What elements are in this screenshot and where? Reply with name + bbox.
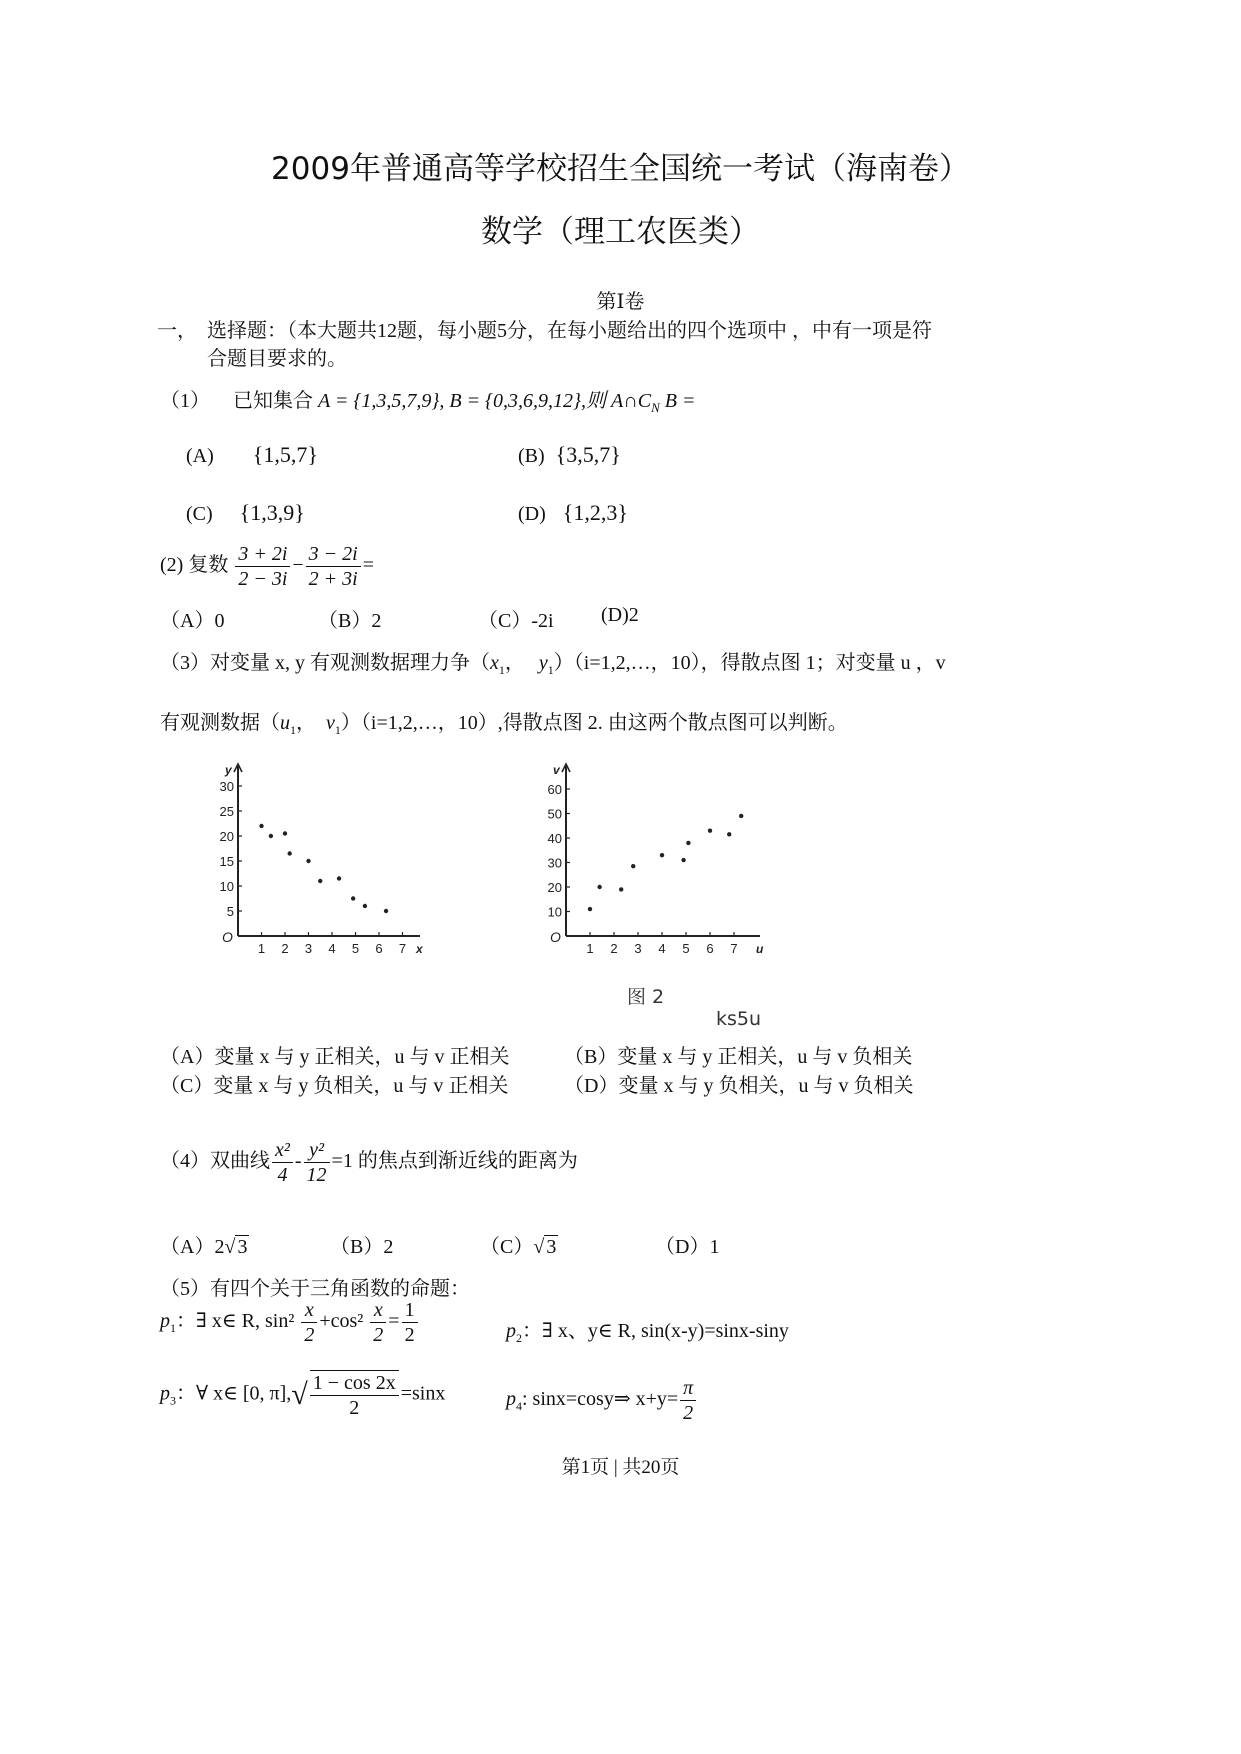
- x-tick-label: 4: [328, 941, 336, 956]
- data-point: [318, 879, 322, 883]
- x-tick-label: 1: [586, 941, 594, 956]
- q2-option-d: (D)2: [601, 604, 639, 626]
- data-point: [660, 853, 664, 857]
- q1-line: [160, 384, 695, 416]
- y-tick-label: 30: [219, 779, 234, 794]
- q2-option-c: （C）-2i: [478, 610, 554, 632]
- x-tick-label: 5: [351, 941, 360, 956]
- y-tick-label: 20: [547, 880, 562, 895]
- y-tick-label: 20: [219, 829, 234, 844]
- q1-stem: 已知集合: [233, 390, 313, 412]
- x-tick-label: 1: [257, 941, 266, 956]
- q3-option-a: （A）变量 x 与 y 正相关，u 与 v 正相关: [160, 1046, 510, 1068]
- q3-option-d: （D）变量 x 与 y 负相关，u 与 v 负相关: [564, 1075, 914, 1097]
- q2-line: (2) 复数 $\frac{3 + 2i}{2 - 3i}$ − $\frac{3 - 2i}{2 + 3i}$ =: [160, 543, 375, 590]
- q4-fraction-1: $\frac{\text{x²}}{4}$: [272, 1138, 293, 1187]
- q1-formula: A = {1,3,5,7,9}, B = {0,3,6,9,12},则 A∩C: [318, 390, 652, 412]
- data-point: [739, 814, 743, 818]
- data-point: [681, 858, 685, 862]
- q1-number: （1）: [160, 390, 210, 412]
- data-point: [619, 887, 623, 891]
- q4-option-b: （B）2: [330, 1236, 394, 1258]
- y-tick-label: 10: [219, 879, 234, 894]
- q2-option-a: （A）0: [160, 610, 225, 632]
- volume-label: 第Ⅰ卷: [596, 291, 645, 313]
- q1-formula-sub: N: [651, 400, 660, 415]
- y-tick-label: 25: [219, 804, 234, 819]
- data-point: [259, 824, 263, 828]
- data-point: [269, 834, 273, 838]
- watermark: ks5u: [716, 1008, 762, 1030]
- origin-label: O: [550, 929, 561, 945]
- q2-option-b: （B）2: [318, 610, 382, 632]
- scatter-plot-2: [538, 760, 768, 960]
- q4-option-d: （D）1: [655, 1236, 720, 1258]
- y-tick-label: 15: [219, 854, 234, 869]
- x-axis-label: u: [756, 942, 764, 956]
- q1-option-c: (C) {1,3,9}: [186, 500, 305, 525]
- x-tick-label: 6: [706, 941, 714, 956]
- x-tick-label: 4: [658, 941, 666, 956]
- figure-2-caption: 图 2: [627, 986, 665, 1008]
- x-tick-label: 2: [610, 941, 618, 956]
- q5-stem: （5）有四个关于三角函数的命题：: [160, 1278, 470, 1300]
- y-tick-label: 60: [547, 782, 562, 797]
- x-tick-label: 2: [281, 941, 289, 956]
- data-point: [686, 841, 690, 845]
- y-tick-label: 5: [226, 904, 234, 919]
- origin-label: O: [222, 929, 233, 945]
- scatter-plot-1: [214, 760, 424, 960]
- data-point: [283, 831, 287, 835]
- q4-fraction-2: $\frac{\text{y²}}{12}$: [304, 1138, 330, 1187]
- y-tick-label: 50: [547, 806, 562, 822]
- data-point: [306, 859, 310, 863]
- page-subtitle: 数学（理工农医类）: [481, 214, 760, 250]
- section-text-line2: 合题目要求的。: [207, 348, 347, 370]
- y-tick-label: 30: [547, 855, 562, 871]
- q5-p1: $p_1$：∃ x∈ R, sin² $\frac{x}{2}$ +cos² $\frac{x}{2}$ = $\frac{1}{2}$: [160, 1298, 420, 1347]
- q1-formula-tail: B =: [664, 390, 696, 412]
- q4-option-c: （C）√ 3: [480, 1236, 557, 1258]
- data-point: [727, 832, 731, 836]
- q3-option-b: （B）变量 x 与 y 正相关，u 与 v 负相关: [564, 1046, 913, 1068]
- data-point: [597, 885, 601, 889]
- q4-line: （4）双曲线 $\frac{\text{x²}}{4}$ - $\frac{\text{y²}}{12}$ =1 的焦点到渐近线的距离为: [160, 1139, 578, 1186]
- q1-option-a: (A) {1,5,7}: [186, 442, 318, 467]
- q5-p2: $p_2$：∃ x、y∈ R, sin(x-y)=sinx-siny: [506, 1320, 789, 1345]
- q4-option-a: （A）2√ 3: [160, 1236, 248, 1258]
- q2-fraction-2: $\frac{3 - 2i}{2 + 3i}$: [306, 542, 361, 591]
- x-tick-label: 3: [634, 941, 642, 956]
- x-tick-label: 7: [730, 941, 738, 956]
- y-axis-label: y: [225, 763, 232, 777]
- data-point: [337, 876, 341, 880]
- q3-line1: （3）对变量 x, y 有观测数据理力争（$x_1$， $y_1)(i=1,2,\dots$，10），得散点图 1；对变量 u ，v: [160, 652, 946, 677]
- data-point: [588, 907, 592, 911]
- q2-number: (2): [160, 554, 184, 577]
- data-point: [288, 851, 292, 855]
- data-point: [351, 896, 355, 900]
- data-point: [363, 904, 367, 908]
- y-axis-label: v: [553, 763, 560, 777]
- data-point: [708, 828, 712, 832]
- y-tick-label: 10: [547, 904, 562, 920]
- q5-p4: $p_4$: sinx=cosy⇒ x+y= $\frac{\pi}{2}$: [506, 1376, 698, 1425]
- q3-line2: 有观测数据（$u_1$， $v_1)(i=1,2,\dots$，10）,得散点图 2. 由这两个散点图可以判断。: [160, 712, 848, 737]
- q2-fraction-1: $\frac{3 + 2i}{2 - 3i}$: [235, 542, 290, 591]
- x-tick-label: 3: [304, 941, 313, 956]
- q5-p3: $p_3$：∀ x∈ [0, π],√ $\frac{1 - \cos 2x}{2}$ =sinx: [160, 1372, 446, 1419]
- x-tick-label: 7: [398, 941, 407, 956]
- q3-option-c: （C）变量 x 与 y 负相关，u 与 v 正相关: [160, 1075, 509, 1097]
- x-axis-label: x: [416, 942, 423, 956]
- page-title: 2009年普通高等学校招生全国统一考试（海南卷）: [271, 151, 970, 187]
- section-text-line1: 选择题：（本大题共12题，每小题5分，在每小题给出的四个选项中 ，中有一项是符: [207, 320, 932, 342]
- data-point: [631, 864, 635, 868]
- y-tick-label: 40: [547, 831, 562, 846]
- x-tick-label: 6: [375, 941, 383, 956]
- q1-option-d: (D) {1,2,3}: [518, 500, 628, 525]
- page-footer: 第1页 | 共20页: [561, 1457, 680, 1478]
- q1-option-b: (B) {3,5,7}: [518, 442, 621, 467]
- q2-stem: 复数: [188, 554, 229, 577]
- section-number: 一，: [157, 320, 197, 342]
- x-tick-label: 5: [682, 941, 690, 956]
- data-point: [384, 909, 388, 913]
